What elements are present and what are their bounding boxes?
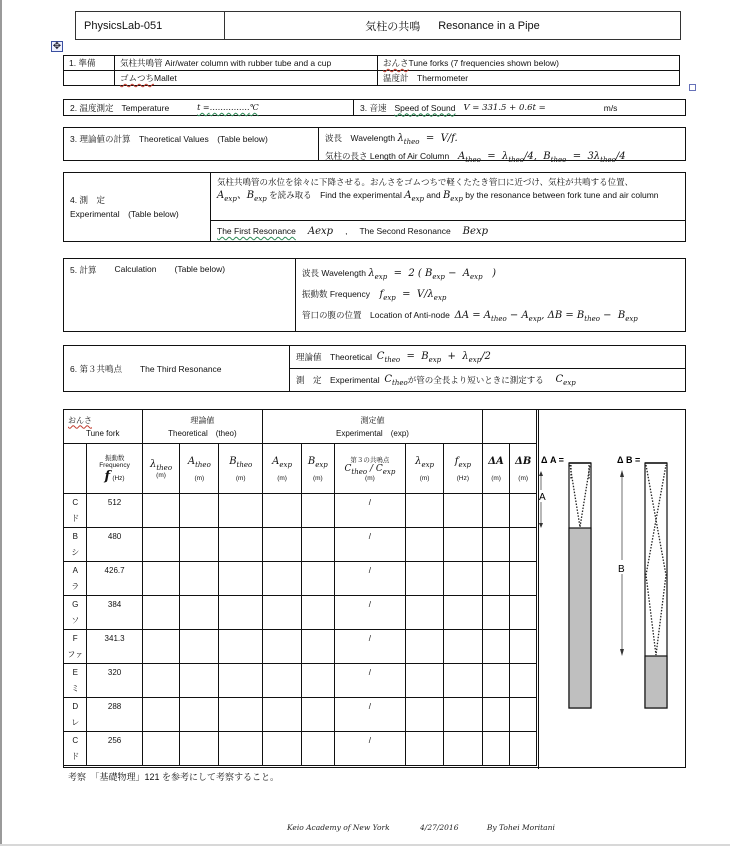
exp-frequency-formula: 振動数 Frequency $f_{exp} = V/\lambda_{exp}$ (302, 288, 447, 302)
delta-a-input-cell[interactable] (482, 562, 510, 596)
lambda-theo-input-cell[interactable] (142, 732, 180, 766)
delta-a-input-cell[interactable] (482, 664, 510, 698)
note-cell: G ソ (64, 596, 87, 630)
pipe-b (617, 463, 667, 708)
table-resize-handle-icon[interactable] (689, 84, 696, 91)
footer (287, 823, 555, 832)
note-cell: A ラ (64, 562, 87, 596)
f-exp-input-cell[interactable] (443, 596, 482, 630)
table-move-handle-icon[interactable]: ✥ (52, 41, 62, 52)
worksheet-title (225, 12, 680, 39)
b-theo-input-cell[interactable] (219, 562, 263, 596)
lambda-theo-input-cell[interactable] (142, 528, 180, 562)
lambda-exp-input-cell[interactable] (406, 630, 444, 664)
a-theo-input-cell[interactable] (180, 562, 219, 596)
delta-b-input-cell[interactable] (510, 528, 537, 562)
delta-b-input-cell[interactable] (510, 596, 537, 630)
worksheet-header (75, 11, 681, 40)
table-row (64, 630, 537, 664)
a-theo-input-cell[interactable] (180, 664, 219, 698)
lambda-theo-input-cell[interactable] (142, 596, 180, 630)
delta-a-input-cell[interactable] (482, 698, 510, 732)
section-theoretical (63, 127, 686, 164)
delta-b-input-cell[interactable] (510, 698, 537, 732)
lambda-exp-input-cell[interactable] (406, 596, 444, 630)
col-delta-a: ΔA (m) (482, 444, 510, 494)
third-resonance-input-cell[interactable]: / (334, 664, 406, 698)
note-cell: F ファ (64, 630, 87, 664)
section-label: 6. 第３共鳴点 (70, 363, 122, 374)
a-exp-input-cell[interactable] (263, 630, 302, 664)
section-preparation (63, 55, 680, 86)
delta-a-input-cell[interactable] (482, 732, 510, 766)
f-exp-input-cell[interactable] (443, 664, 482, 698)
lab-code: PhysicsLab-051 (76, 12, 225, 39)
water-b (645, 656, 667, 708)
pipe-a (539, 463, 591, 708)
a-exp-input-cell[interactable] (263, 494, 302, 528)
speed-of-sound-field[interactable]: 3. 音速 Speed of Sound V = 331.5 + 0.6t = m/s (360, 102, 618, 113)
table-row (64, 732, 537, 766)
b-exp-input-cell[interactable] (301, 630, 334, 664)
lambda-exp-input-cell[interactable] (406, 528, 444, 562)
third-resonance-input-cell[interactable]: / (334, 528, 406, 562)
a-theo-input-cell[interactable] (180, 596, 219, 630)
b-theo-input-cell[interactable] (219, 732, 263, 766)
section-label: 3. 理論値の計算 Theoretical Values (Table below) (64, 128, 319, 160)
wavelength-formula: 波長 Wavelength $\lambda_{theo} = V/f$. (325, 133, 458, 146)
f-exp-input-cell[interactable] (443, 630, 482, 664)
third-resonance-input-cell[interactable]: / (334, 494, 406, 528)
delta-b-input-cell[interactable] (510, 664, 537, 698)
b-theo-input-cell[interactable] (219, 528, 263, 562)
delta-b-label: Δ B = (617, 455, 641, 465)
lambda-exp-input-cell[interactable] (406, 664, 444, 698)
section-experimental (63, 172, 686, 242)
delta-a-label: Δ A = (541, 455, 564, 465)
b-label: B (618, 564, 625, 575)
results-table (63, 409, 537, 766)
a-exp-input-cell[interactable] (263, 664, 302, 698)
b-exp-input-cell[interactable] (301, 698, 334, 732)
a-exp-input-cell[interactable] (263, 562, 302, 596)
third-resonance-input-cell[interactable]: / (334, 596, 406, 630)
title-en: Resonance in a Pipe (438, 19, 540, 32)
col-a-exp: $A_{exp}$ (m) (263, 444, 302, 494)
third-resonance-input-cell[interactable]: / (334, 698, 406, 732)
footer-date: 4/27/2016 (420, 823, 459, 832)
col-b-exp: $B_{exp}$ (m) (301, 444, 334, 494)
section-label: 4. 測 定 (70, 195, 105, 205)
col-lambda-theo: $\lambda_{theo}$ (m) (142, 444, 180, 494)
b-exp-input-cell[interactable] (301, 494, 334, 528)
frequency-cell: 256 (87, 732, 142, 766)
equipment-item: 気柱共鳴管 Air/water column with rubber tube and a cup (115, 56, 378, 71)
delta-a-input-cell[interactable] (482, 528, 510, 562)
third-resonance-input-cell[interactable]: / (334, 732, 406, 766)
header-theoretical: 理論値 Theoretical (theo) (142, 410, 263, 444)
third-resonance-input-cell[interactable]: / (334, 630, 406, 664)
lambda-exp-input-cell[interactable] (406, 732, 444, 766)
page-left-edge (0, 0, 2, 846)
air-column-formula: 気柱の長さ Length of Air Column $A_{theo} = \lambda_{theo}/4$, $B_{theo} = 3\lambda_{theo}/4$ (325, 151, 626, 164)
b-exp-input-cell[interactable] (301, 664, 334, 698)
equipment-item: おんさTune forks (7 frequencies shown below) (378, 56, 680, 71)
section-label-en: Experimental (Table below) (70, 209, 179, 219)
title-jp: 気柱の共鳴 (365, 20, 421, 33)
f-exp-input-cell[interactable] (443, 732, 482, 766)
col-f-exp: $f_{exp}$ (Hz) (443, 444, 482, 494)
delta-a-input-cell[interactable] (482, 494, 510, 528)
col-frequency: 振動数 Frequency f (Hz) (87, 444, 142, 494)
lambda-theo-input-cell[interactable] (142, 698, 180, 732)
temperature-input[interactable]: t =……………℃ (197, 103, 259, 112)
lambda-exp-input-cell[interactable] (406, 494, 444, 528)
col-note (64, 444, 87, 494)
procedure-text: 気柱共鳴管の水位を徐々に下降させる。おんさをゴムつちで軽くたたき管口に近づけ、気柱が共鳴する位置、 $A_{exp}$、$B_{exp}$ を読み取る Find the experimental $A_{exp}$ and $B_{exp}$ by the resonance between fork tune and air column (211, 173, 685, 221)
col-delta-b: ΔB (m) (510, 444, 537, 494)
section-calculation: 5. 計算 Calculation (Table below) 波長 Wavelength $\lambda_{exp} = 2$ ( $B_{exp} - A_{exp}$ ) 振動数 Frequency $f_{exp} = V/\lambda_{exp}$ 管口の腹の位置 Location of Anti-node $\Delta A = A_{theo} - A_{exp}$, $\Delta B = B_{theo} - B_{exp}$ (63, 258, 686, 332)
f-exp-input-cell[interactable] (443, 494, 482, 528)
table-row (64, 494, 537, 528)
footer-school: Keio Academy of New York (287, 823, 390, 832)
f-exp-input-cell[interactable] (443, 698, 482, 732)
resonance-diagram (538, 410, 688, 769)
b-theo-input-cell[interactable] (219, 630, 263, 664)
third-experimental-note: 測 定 Experimental $C_{theo}$ が管の全長より短いときに測定する $C_{exp}$ (296, 373, 576, 387)
f-exp-input-cell[interactable] (443, 528, 482, 562)
lambda-exp-input-cell[interactable] (406, 562, 444, 596)
frequency-cell: 341.3 (87, 630, 142, 664)
equipment-item: ゴムつちMallet (115, 71, 378, 86)
antinode-formula: 管口の腹の位置 Location of Anti-node $\Delta A = A_{theo} - A_{exp}$, $\Delta B = B_{theo} - B_{exp}$ (302, 310, 638, 324)
note-cell: C ド (64, 494, 87, 528)
equipment-item: 温度計 Thermometer (378, 71, 680, 86)
b-exp-input-cell[interactable] (301, 732, 334, 766)
pipe-diagram-svg (539, 410, 688, 769)
a-exp-input-cell[interactable] (263, 596, 302, 630)
resonance-readings: The First Resonance Aexp , The Second Resonance Bexp (217, 225, 488, 237)
a-theo-input-cell[interactable] (180, 630, 219, 664)
a-label: A (539, 492, 546, 503)
note-cell: B シ (64, 528, 87, 562)
section-third-resonance: 6. 第３共鳴点 The Third Resonance 理論値 Theoretical $C_{theo} = B_{exp} + \lambda_{exp}/2$ 測 定 Experimental $C_{theo}$ が管の全長より短いときに測定する $C_{exp}$ (63, 345, 686, 392)
b-theo-input-cell[interactable] (219, 664, 263, 698)
a-theo-input-cell[interactable] (180, 494, 219, 528)
delta-b-input-cell[interactable] (510, 630, 537, 664)
delta-b-input-cell[interactable] (510, 494, 537, 528)
table-row (64, 528, 537, 562)
frequency-cell: 288 (87, 698, 142, 732)
table-row (64, 562, 537, 596)
col-lambda-exp: $\lambda_{exp}$ (m) (406, 444, 444, 494)
b-exp-input-cell[interactable] (301, 562, 334, 596)
col-b-theo: $B_{theo}$ (m) (219, 444, 263, 494)
lambda-theo-input-cell[interactable] (142, 664, 180, 698)
col-third-resonance: 第３の共鳴点 $C_{theo} / C_{exp}$ (m) (334, 444, 406, 494)
section-label: 1. 準備 (64, 56, 115, 71)
a-exp-input-cell[interactable] (263, 732, 302, 766)
lambda-exp-input-cell[interactable] (406, 698, 444, 732)
table-row (64, 698, 537, 732)
b-exp-input-cell[interactable] (301, 528, 334, 562)
frequency-cell: 426.7 (87, 562, 142, 596)
note-cell: D レ (64, 698, 87, 732)
header-tune-fork: おんさ Tune fork (64, 410, 143, 444)
exp-wavelength-formula: 波長 Wavelength $\lambda_{exp} = 2$ ( $B_{exp} - A_{exp}$ ) (302, 267, 497, 281)
results-area (63, 409, 686, 768)
a-theo-input-cell[interactable] (180, 528, 219, 562)
header-experimental: 測定値 Experimental (exp) (263, 410, 483, 444)
lambda-theo-input-cell[interactable] (142, 562, 180, 596)
third-resonance-input-cell[interactable]: / (334, 562, 406, 596)
a-exp-input-cell[interactable] (263, 528, 302, 562)
delta-b-input-cell[interactable] (510, 732, 537, 766)
note-cell: C ド (64, 732, 87, 766)
col-a-theo: $A_{theo}$ (m) (180, 444, 219, 494)
b-theo-input-cell[interactable] (219, 494, 263, 528)
third-theoretical-formula: 理論値 Theoretical $C_{theo} = B_{exp} + \lambda_{exp}/2$ (290, 346, 685, 369)
temperature-field[interactable]: 2. 温度測定 Temperature t =……………℃ (64, 100, 354, 115)
header-empty (482, 410, 536, 444)
table-row (64, 664, 537, 698)
delta-a-input-cell[interactable] (482, 596, 510, 630)
note-cell: E ミ (64, 664, 87, 698)
frequency-cell: 512 (87, 494, 142, 528)
b-theo-input-cell[interactable] (219, 596, 263, 630)
section-temperature-speed (63, 99, 686, 116)
delta-b-input-cell[interactable] (510, 562, 537, 596)
b-exp-input-cell[interactable] (301, 596, 334, 630)
footer-author: By Tohei Moritani (486, 823, 555, 832)
table-row (64, 596, 537, 630)
frequency-cell: 384 (87, 596, 142, 630)
a-theo-input-cell[interactable] (180, 698, 219, 732)
section-label: 5. 計算 (70, 265, 97, 275)
water-a (569, 528, 591, 708)
lambda-theo-input-cell[interactable] (142, 494, 180, 528)
a-theo-input-cell[interactable] (180, 732, 219, 766)
f-exp-input-cell[interactable] (443, 562, 482, 596)
empty-cell (64, 71, 115, 86)
delta-a-input-cell[interactable] (482, 630, 510, 664)
b-theo-input-cell[interactable] (219, 698, 263, 732)
a-exp-input-cell[interactable] (263, 698, 302, 732)
frequency-cell: 480 (87, 528, 142, 562)
discussion-note: 考察 「基礎物理」121 を参考にして考察すること。 (68, 772, 280, 782)
frequency-cell: 320 (87, 664, 142, 698)
lambda-theo-input-cell[interactable] (142, 630, 180, 664)
